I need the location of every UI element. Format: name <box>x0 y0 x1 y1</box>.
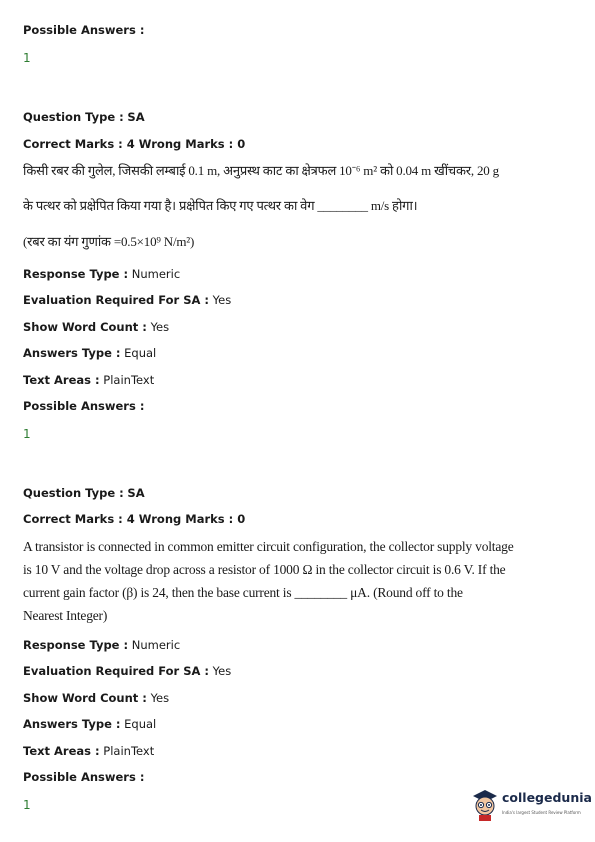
possible-answers-label: Possible Answers : <box>23 23 145 37</box>
question-text-line: A transistor is connected in common emitter circuit configuration, the collector supply voltage <box>23 539 514 554</box>
response-type: Response Type : Numeric <box>23 267 181 281</box>
marks-info: Correct Marks : 4 Wrong Marks : 0 <box>23 512 246 526</box>
possible-answers-label: Possible Answers : <box>23 399 145 413</box>
text-areas: Text Areas : PlainText <box>23 373 155 387</box>
question-text-line: current gain factor (β) is 24, then the base current is ________ μA. (Round off to the <box>23 585 463 600</box>
marks-info: Correct Marks : 4 Wrong Marks : 0 <box>23 137 246 151</box>
question-text-line: (रबर का यंग गुणांक =0.5×10⁹ N/m²) <box>23 234 195 249</box>
show-word-count: Show Word Count : Yes <box>23 320 170 334</box>
evaluation-required: Evaluation Required For SA : Yes <box>23 293 232 307</box>
question-text-line: is 10 V and the voltage drop across a resistor of 1000 Ω in the collector circuit is 0.6 V. If the <box>23 562 506 577</box>
evaluation-required: Evaluation Required For SA : Yes <box>23 664 232 678</box>
question-type: Question Type : SA <box>23 110 145 124</box>
possible-answer-value: 1 <box>23 427 31 441</box>
logo-tagline: India's largest Student Review Platform <box>502 810 581 815</box>
answers-type: Answers Type : Equal <box>23 346 157 360</box>
response-type: Response Type : Numeric <box>23 638 181 652</box>
logo-wordmark: collegedunia <box>502 790 592 805</box>
answers-type: Answers Type : Equal <box>23 717 157 731</box>
possible-answer-value: 1 <box>23 798 31 812</box>
question-text-line: किसी रबर की गुलेल, जिसकी लम्बाई 0.1 m, अनुप्रस्थ काट का क्षेत्रफल 10⁻⁶ m² को 0.04 m खींचकर, 20 g <box>23 163 499 178</box>
possible-answer-value: 1 <box>23 51 31 65</box>
question-type: Question Type : SA <box>23 486 145 500</box>
collegedunia-logo <box>470 786 590 826</box>
text-areas: Text Areas : PlainText <box>23 744 155 758</box>
show-word-count: Show Word Count : Yes <box>23 691 170 705</box>
question-text-line: के पत्थर को प्रक्षेपित किया गया है। प्रक्षेपित किए गए पत्थर का वेग ________ m/s होगा। <box>23 198 418 213</box>
possible-answers-label: Possible Answers : <box>23 770 145 784</box>
graduate-mascot-icon <box>470 788 500 822</box>
question-text-line: Nearest Integer) <box>23 608 108 623</box>
